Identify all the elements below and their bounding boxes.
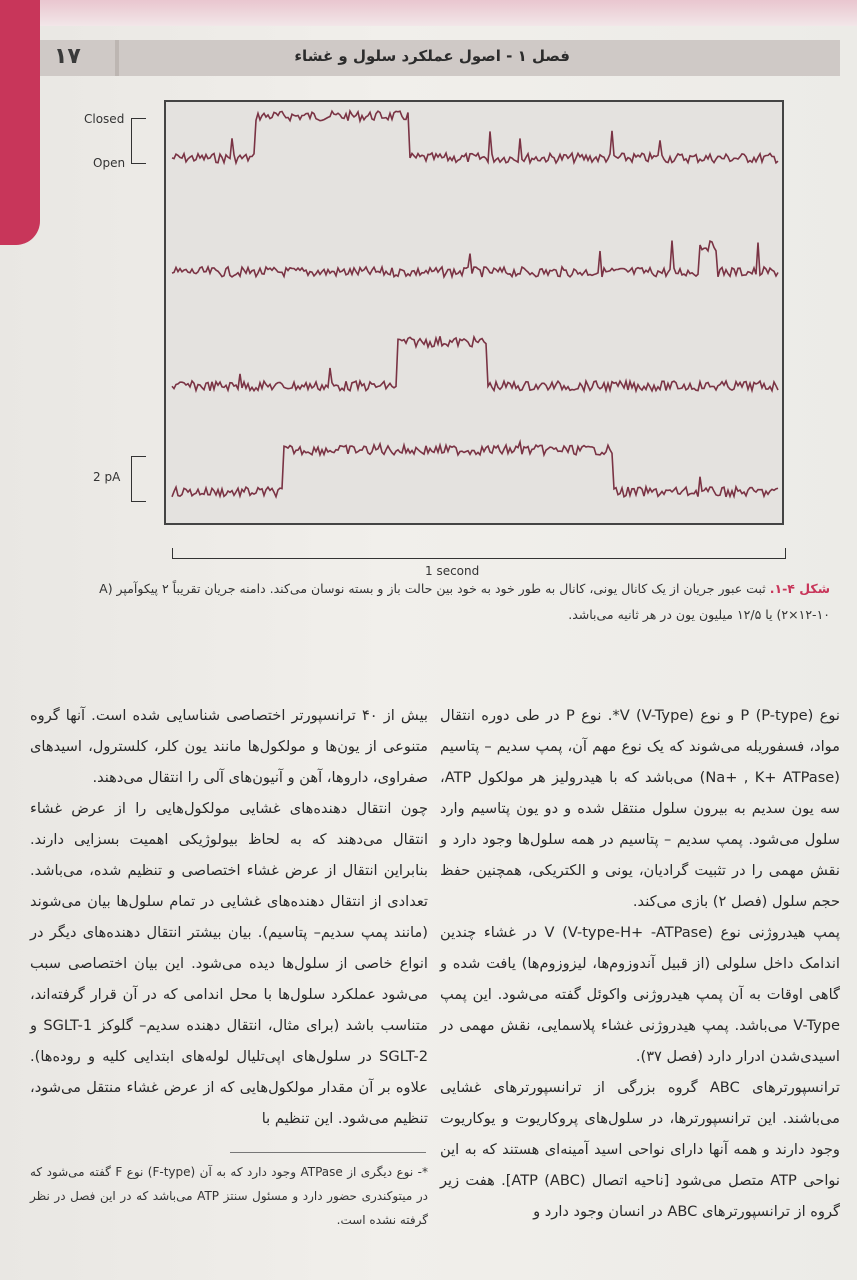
trace-1 <box>172 111 778 163</box>
trace-3 <box>172 336 778 391</box>
paragraph: ترانسپورترهای ABC گروه بزرگی از ترانسپورترهای غشایی می‌باشند. این ترانسپورترها، در سلول‌های پروکاریوت و یوکاریوت وجود دارند و همه آنها دارای نواحی اسید آمینه‌ای هستند که به این نواحی ATP متصل می‌شود [ناحیه اتصال ATP (ABC)]. هفت زیر گروه از ترانسپورترهای ABC در انسان وجود دارد و <box>440 1079 840 1220</box>
left-column <box>30 700 428 1134</box>
trace-4 <box>172 442 778 497</box>
page-number: ۱۷ <box>54 44 81 69</box>
chapter-title: فصل ۱ - اصول عملکرد سلول و غشاء <box>294 47 570 65</box>
paragraph: چون انتقال دهنده‌های غشایی مولکول‌هایی را از عرض غشاء انتقال می‌دهند که به لحاظ بیولوژیکی اهمیت بسزایی دارند. بنابراین انتقال از عرض غشاء اختصاصی و تنظیم شده، می‌باشد. تعدادی از انتقال دهنده‌های غشایی در تمام سلول‌ها بیان می‌شوند (مانند پمپ سدیم– پتاسیم). بیان بیشتر انتقال دهنده‌های دیگر در انواع خاصی از سلول‌ها دیده می‌شود. این بیان اختصاصی سبب می‌شود عملکرد سلول‌ها با محل اندامی که در آن قرار گرفته‌اند، متناسب باشد (برای مثال، انتقال دهنده سدیم– گلوکز SGLT-1 و SGLT-2 در سلول‌های اپی‌تلیال لوله‌های ابتدایی کلیه و روده‌ها). علاوه بر آن مقدار مولکول‌هایی که از عرض غشاء منتقل می‌شود، تنظیم می‌شود. این تنظیم با <box>30 800 429 1127</box>
caption-line-1: ثبت عبور جریان از یک کانال یونی، کانال به طور خود به خود بین حالت باز و بسته نوسان می‌کند. دامنه جریان تقریباً ۲ پیکوآمپر (A <box>99 581 770 596</box>
label-current-scale: 2 pA <box>93 470 121 484</box>
label-open: Open <box>93 156 126 170</box>
label-closed: Closed <box>84 112 125 126</box>
right-column <box>440 700 840 1227</box>
paragraph: پمپ هیدروژنی نوع V (V-type-H+ -ATPase) در غشاء چندین اندامک داخل سلولی (از قبیل آندوزوم‌ها، لیزوزوم‌ها) یافت شده و گاهی اوقات به آن پمپ هیدروژنی واکوئل گفته می‌شود. این پمپ V-Type می‌باشد. پمپ هیدروژنی غشاء پلاسمایی، نقش مهمی در اسیدی‌شدن ادرار دارد (فصل ۳۷). <box>440 924 840 1065</box>
paragraph: بیش از ۴۰ ترانسپورتر اختصاصی شناسایی شده است. آنها گروه متنوعی از یون‌ها و مولکول‌ها مانند یون کلر، کلسترول، اسیدهای صفراوی، داروها، آهن و آنیون‌های آلی را انتقال می‌دهند. <box>30 707 428 786</box>
footnote: *- نوع دیگری از ATPase وجود دارد که به آن (F-type) نوع F گفته می‌شود که در میتوکندری حضور دارد و مسئول سنتز ATP می‌باشد که در این فصل در نظر گرفته نشده است. <box>30 1165 428 1227</box>
caption-lead: شکل ۴-۱. <box>769 581 830 596</box>
label-time-scale: 1 second <box>425 564 480 578</box>
footnote-divider <box>230 1152 426 1153</box>
paragraph: نوع P (P-type) و نوع V (V-Type)*. نوع P در طی دوره انتقال مواد، فسفوریله می‌شوند که یک نوع مهم آن، پمپ سدیم – پتاسیم (Na+ , K+ ATPase) می‌باشد که با هیدرولیز هر مولکول ATP، سه یون سدیم به بیرون سلول منتقل شده و دو یون پتاسیم وارد سلول می‌شود. پمپ سدیم – پتاسیم در همه سلول‌ها وجود دارد و نقش مهمی را در تثبیت گرادیان، یونی و الکتریکی، همچنین حفظ حجم سلول (فصل ۲) بازی می‌کند. <box>440 707 840 910</box>
figure-caption <box>30 576 830 628</box>
caption-line-2: ۱۲-۱۰×۲) یا ۱۲/۵ میلیون یون در هر ثانیه می‌باشد. <box>568 607 830 622</box>
trace-2 <box>172 241 778 278</box>
